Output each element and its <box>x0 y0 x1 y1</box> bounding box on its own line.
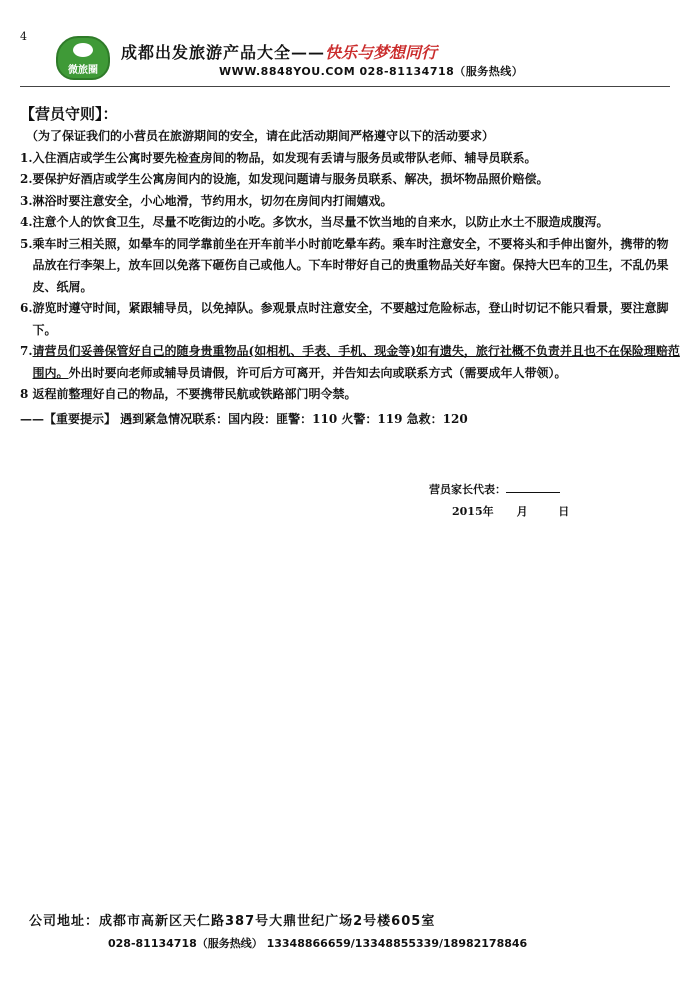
header-title-text: 成都出发旅游产品大全—— <box>121 43 326 62</box>
rule-number: 7. <box>20 344 33 358</box>
signature-line <box>506 481 560 493</box>
leaf-icon <box>73 43 93 57</box>
parent-signature <box>429 481 560 497</box>
logo-text: 微旅圈 <box>68 65 98 76</box>
signature-date <box>452 503 569 519</box>
rule-text: 返程前整理好自己的物品，不要携带民航或铁路部门明令禁。 <box>32 387 357 401</box>
rules-section <box>20 102 680 430</box>
rule-item-3 <box>20 191 680 213</box>
rule-item-7 <box>20 341 680 384</box>
signature-label: 营员家长代表： <box>429 483 506 496</box>
date-month: 月 <box>516 505 528 518</box>
rule-text: 游览时遵守时间，紧跟辅导员，以免掉队。参观景点时注意安全，不要越过危险标志，登山时切记不能只看景，要注意脚下。 <box>32 301 669 337</box>
rule-number: 2. <box>20 172 33 186</box>
rule-item-6 <box>20 298 680 341</box>
header-contact: WWW.8848YOU.COM 028-81134718（服务热线） <box>219 65 524 78</box>
company-logo <box>56 36 110 80</box>
rule-item-4 <box>20 212 680 234</box>
rule-item-2 <box>20 169 680 191</box>
important-tips: ——【重要提示】 遇到紧急情况联系：国内段：匪警：110 火警：119 急救：120 <box>20 411 468 426</box>
rule-text <box>33 341 680 384</box>
rules-title: 【营员守则】： <box>20 105 118 123</box>
header-divider <box>20 86 670 87</box>
footer-address: 公司地址：成都市高新区天仁路387号大鼎世纪广场2号楼605室 <box>29 914 436 929</box>
date-year: 2015年 <box>452 505 494 518</box>
rule-text-rest: 外出时要向老师或辅导员请假，许可后方可离开，并告知去向或联系方式（需要成年人带领）。 <box>68 365 567 380</box>
rule-number: 4. <box>20 215 33 229</box>
rule-text: 淋浴时要注意安全，小心地滑，节约用水，切勿在房间内打闹嬉戏。 <box>32 193 393 208</box>
footer-phones: 028-81134718（服务热线） 13348866659/13348855339/18982178846 <box>108 937 528 950</box>
rules-intro: （为了保证我们的小营员在旅游期间的安全，请在此活动期间严格遵守以下的活动要求） <box>26 129 495 143</box>
rule-item-1 <box>20 148 680 170</box>
rule-number: 5. <box>20 236 33 251</box>
rule-text: 要保护好酒店或学生公寓房间内的设施，如发现问题请与服务员联系、解决，损坏物品照价赔偿。 <box>32 172 549 186</box>
rule-text: 乘车时三相关照，如晕车的同学靠前坐在开车前半小时前吃晕车药。乘车时注意安全，不要将头和手伸出窗外，携带的物品放在行李架上，放车回以免落下砸伤自己或他人。下车时带好自己的贵重物品关好车窗。保持大巴车的卫生，不乱仍果皮、纸屑。 <box>32 236 669 294</box>
rule-number: 8 <box>20 387 33 401</box>
rule-item-8 <box>20 384 680 406</box>
rule-number: 1. <box>20 150 33 165</box>
rule-number: 6. <box>20 301 33 315</box>
rule-text-underlined: 请营员们妥善保管好自己的随身贵重物品(如相机、手表、手机、现金等)如有遗失，旅行社概不负责并且也不在保险理赔范围内。 <box>32 344 680 380</box>
rule-number: 3. <box>20 193 33 208</box>
page-number: 4 <box>20 30 27 43</box>
header-slogan: 快乐与梦想同行 <box>325 43 438 62</box>
header-title <box>121 40 437 63</box>
rule-text: 入住酒店或学生公寓时要先检查房间的物品，如发现有丢请与服务员或带队老师、辅导员联系。 <box>32 150 537 165</box>
date-day: 日 <box>558 505 570 518</box>
rule-item-5 <box>20 234 680 299</box>
rule-text: 注意个人的饮食卫生，尽量不吃街边的小吃。多饮水，当尽量不饮当地的自来水，以防止水土不服造成腹泻。 <box>32 215 609 229</box>
